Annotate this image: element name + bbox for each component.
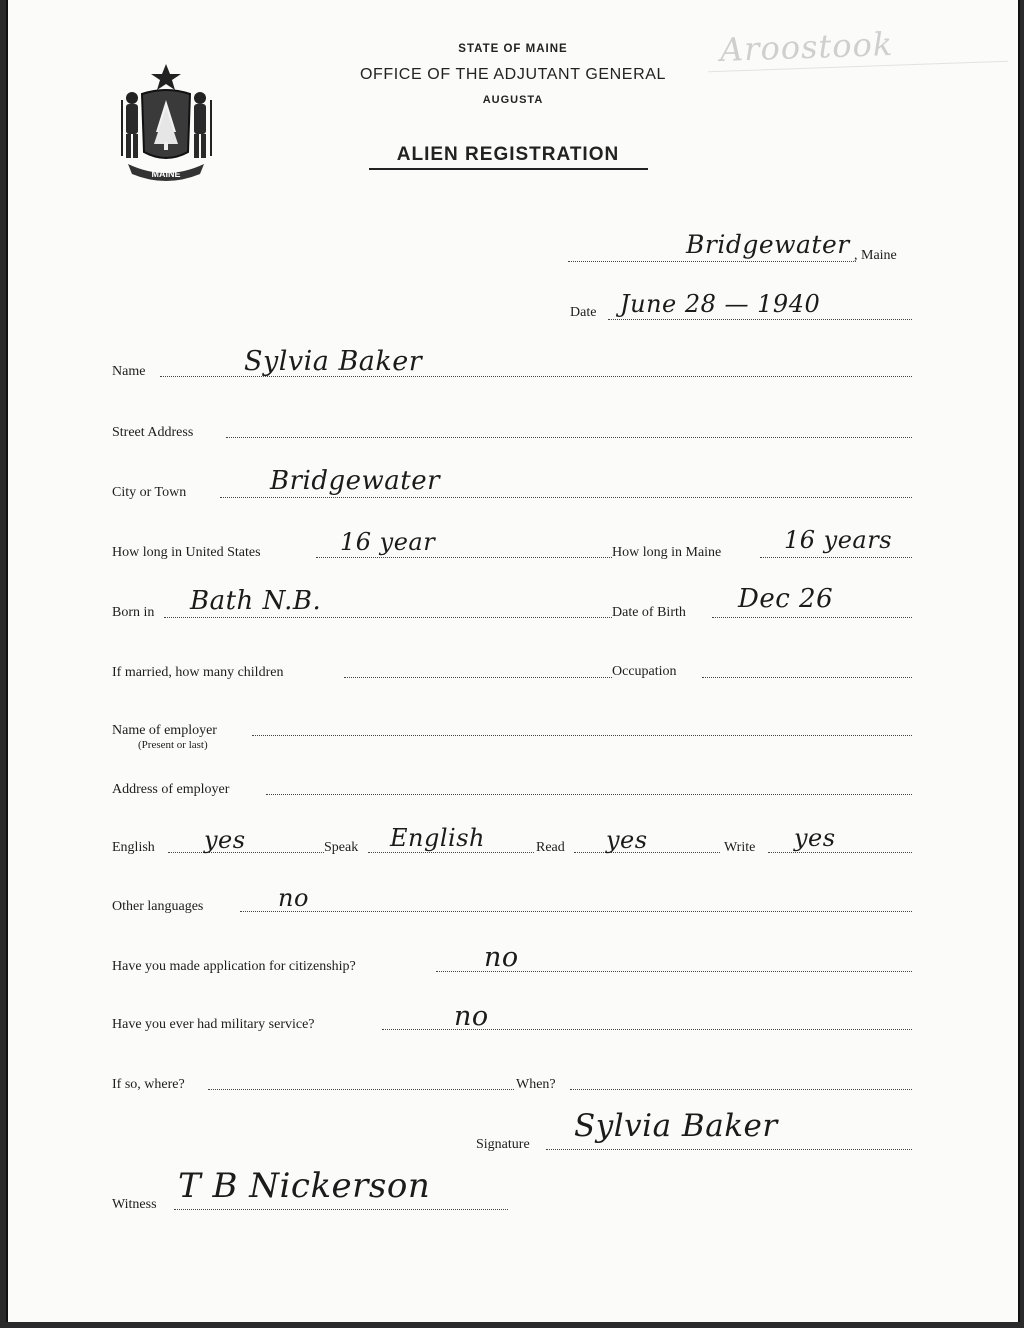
seal-text: MAINE — [151, 169, 181, 179]
military-value: no — [454, 1001, 489, 1032]
state-heading: STATE OF MAINE — [458, 43, 568, 55]
children-label: If married, how many children — [112, 665, 284, 680]
english-label: English — [112, 840, 155, 855]
employer-address-line — [266, 794, 912, 795]
occupation-line — [702, 677, 912, 678]
signature-value: Sylvia Baker — [574, 1108, 778, 1144]
write-label: Write — [724, 840, 756, 855]
born-in-value: Bath N.B. — [190, 586, 322, 616]
employer-address-label: Address of employer — [112, 782, 230, 797]
children-line — [344, 677, 612, 678]
city-or-town-line — [220, 497, 912, 498]
city-or-town-value: Bridgewater — [270, 466, 441, 496]
street-address-line — [226, 437, 912, 438]
employer-name-line — [252, 735, 912, 736]
where-label: If so, where? — [112, 1077, 185, 1092]
english-line — [168, 852, 324, 853]
other-languages-line — [240, 911, 912, 912]
witness-value: T B Nickerson — [178, 1166, 431, 1206]
born-in-line — [164, 617, 612, 618]
speak-line — [368, 852, 534, 853]
place-line — [568, 261, 856, 262]
witness-line — [174, 1209, 508, 1210]
witness-label: Witness — [112, 1197, 157, 1212]
street-address-label: Street Address — [112, 425, 194, 440]
write-line — [768, 852, 912, 853]
city-heading: AUGUSTA — [482, 94, 544, 106]
when-line — [570, 1089, 912, 1090]
date-value: June 28 — 1940 — [620, 290, 821, 318]
english-value: yes — [204, 826, 246, 854]
where-line — [208, 1089, 514, 1090]
other-languages-label: Other languages — [112, 899, 204, 914]
read-label: Read — [536, 840, 565, 855]
employer-name-label: Name of employer — [112, 723, 217, 738]
how-long-maine-line — [760, 557, 912, 558]
occupation-label: Occupation — [612, 664, 677, 679]
name-label: Name — [112, 364, 146, 379]
date-of-birth-value: Dec 26 — [738, 584, 834, 614]
place-town-value: Bridgewater — [686, 230, 850, 259]
date-line — [608, 319, 912, 320]
form-title: ALIEN REGISTRATION — [396, 144, 620, 165]
write-value: yes — [794, 824, 836, 852]
speak-label: Speak — [324, 840, 359, 855]
signature-line — [546, 1149, 912, 1150]
other-languages-value: no — [278, 884, 309, 912]
registration-form — [6, 0, 1020, 1322]
office-heading: OFFICE OF THE ADJUTANT GENERAL — [359, 66, 667, 83]
name-value: Sylvia Baker — [244, 346, 423, 377]
title-underline — [369, 168, 648, 170]
when-label: When? — [516, 1077, 556, 1092]
how-long-us-value: 16 year — [340, 528, 436, 556]
signature-label: Signature — [476, 1137, 530, 1152]
date-of-birth-line — [712, 617, 912, 618]
county-annotation: Aroostook — [719, 24, 894, 70]
speak-value: English — [390, 824, 485, 852]
citizenship-label: Have you made application for citizenship? — [112, 959, 356, 974]
date-of-birth-label: Date of Birth — [612, 605, 686, 620]
born-in-label: Born in — [112, 605, 155, 620]
how-long-us-label: How long in United States — [112, 545, 261, 560]
city-or-town-label: City or Town — [112, 485, 187, 500]
how-long-maine-value: 16 years — [784, 526, 893, 554]
military-label: Have you ever had military service? — [112, 1017, 315, 1032]
how-long-maine-label: How long in Maine — [612, 545, 722, 560]
citizenship-value: no — [484, 942, 519, 973]
employer-name-sublabel: (Present or last) — [138, 739, 208, 751]
date-label: Date — [570, 305, 597, 320]
read-value: yes — [606, 826, 648, 854]
place-suffix-label: , Maine — [854, 248, 897, 263]
how-long-us-line — [316, 557, 612, 558]
